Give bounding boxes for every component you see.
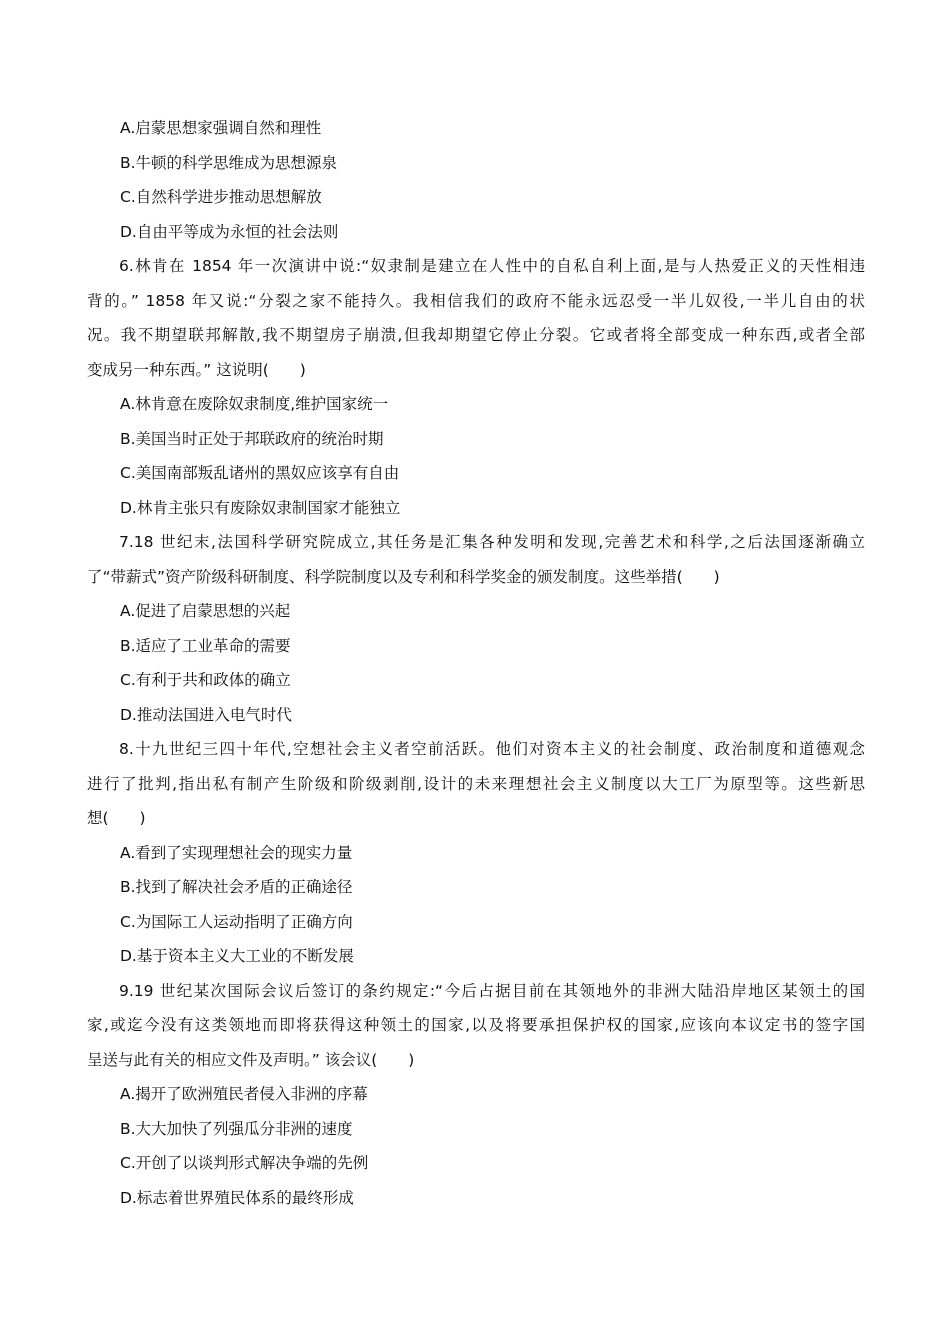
question-9-stem-line-1: 9.19 世纪某次国际会议后签订的条约规定:“今后占据目前在其领地外的非洲大陆沿岸地区某领土的国 <box>119 981 865 1000</box>
question-8-stem-line-2: 进行了批判,指出私有制产生阶级和阶级剥削,设计的未来理想社会主义制度以大工厂为原型等。这些新思 <box>87 774 865 793</box>
question-9-stem-line-3: 呈送与此有关的相应文件及声明。” 该会议( ) <box>87 1050 415 1069</box>
option-5-a: A.启蒙思想家强调自然和理性 <box>120 119 322 137</box>
question-8-stem-line-3: 想( ) <box>87 809 146 827</box>
question-5-options <box>87 111 865 249</box>
option-8-a: A.看到了实现理想社会的现实力量 <box>120 843 353 862</box>
option-7-b: B.适应了工业革命的需要 <box>120 636 291 655</box>
question-6 <box>87 249 865 525</box>
option-6-a: A.林肯意在废除奴隶制度,维护国家统一 <box>120 395 389 413</box>
question-9 <box>87 974 865 1216</box>
question-6-stem-line-4: 变成另一种东西。” 这说明( ) <box>87 360 306 379</box>
option-5-b: B.牛顿的科学思维成为思想源泉 <box>120 153 338 172</box>
question-8 <box>87 732 865 974</box>
question-7-stem-line-2: 了“带薪式”资产阶级科研制度、科学院制度以及专利和科学奖金的颁发制度。这些举措( ) <box>87 567 720 586</box>
question-7-stem-line-1: 7.18 世纪末,法国科学研究院成立,其任务是汇集各种发明和发现,完善艺术和科学,之后法国逐渐确立 <box>119 533 865 551</box>
question-8-stem-line-1: 8.十九世纪三四十年代,空想社会主义者空前活跃。他们对资本主义的社会制度、政治制度和道德观念 <box>119 740 865 758</box>
option-8-b: B.找到了解决社会矛盾的正确途径 <box>120 878 353 896</box>
option-9-c: C.开创了以谈判形式解决争端的先例 <box>120 1154 369 1172</box>
option-7-a: A.促进了启蒙思想的兴起 <box>120 602 291 620</box>
option-5-d: D.自由平等成为永恒的社会法则 <box>120 222 339 241</box>
question-7 <box>87 525 865 732</box>
option-8-c: C.为国际工人运动指明了正确方向 <box>120 912 353 931</box>
option-8-d: D.基于资本主义大工业的不断发展 <box>120 947 354 965</box>
question-6-stem-line-3: 况。我不期望联邦解散,我不期望房子崩溃,但我却期望它停止分裂。它或者将全部变成一种东西,或者全部 <box>87 326 865 344</box>
question-6-stem-line-1: 6.林肯在 1854 年一次演讲中说:“奴隶制是建立在人性中的自私自利上面,是与人热爱正义的天性相违 <box>119 257 865 275</box>
option-6-d: D.林肯主张只有废除奴隶制国家才能独立 <box>120 498 401 517</box>
question-6-stem-line-2: 背的。” 1858 年又说:“分裂之家不能持久。我相信我们的政府不能永远忍受一半儿奴役,一半儿自由的状 <box>87 291 865 310</box>
question-9-stem-line-2: 家,或迄今没有这类领地而即将获得这种领土的国家,以及将要承担保护权的国家,应该向本议定书的签字国 <box>87 1016 865 1034</box>
option-9-d: D.标志着世界殖民体系的最终形成 <box>120 1188 354 1207</box>
option-9-a: A.揭开了欧洲殖民者侵入非洲的序幕 <box>120 1085 368 1103</box>
option-9-b: B.大大加快了列强瓜分非洲的速度 <box>120 1119 353 1138</box>
option-7-d: D.推动法国进入电气时代 <box>120 705 292 724</box>
question-list <box>87 111 865 1215</box>
option-5-c: C.自然科学进步推动思想解放 <box>120 188 322 206</box>
option-7-c: C.有利于共和政体的确立 <box>120 671 291 689</box>
option-6-b: B.美国当时正处于邦联政府的统治时期 <box>120 429 384 448</box>
option-6-c: C.美国南部叛乱诸州的黑奴应该享有自由 <box>120 464 400 482</box>
